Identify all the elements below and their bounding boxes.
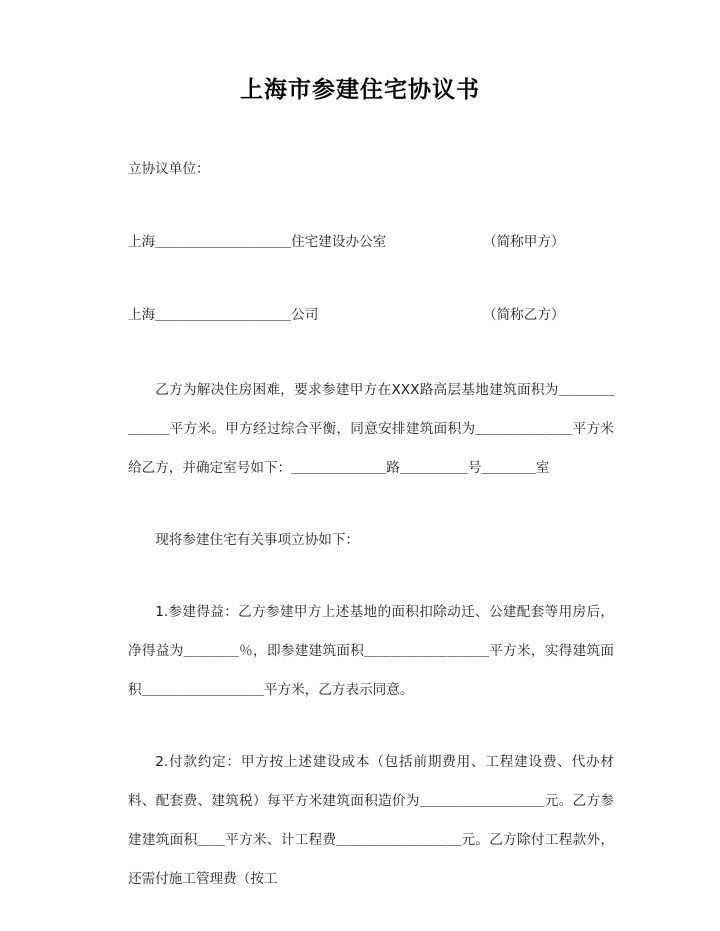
- party-blank-field[interactable]: ＿＿＿＿＿＿＿＿＿＿: [155, 234, 292, 250]
- party-suffix: 住宅建设办公室: [291, 234, 387, 250]
- parties-heading: 立协议单位：: [128, 161, 210, 177]
- document-body: [128, 150, 614, 899]
- clause-2-payment: 2.付款约定：甲方按上述建设成本（包括前期费用、工程建设费、代办材料、配套费、建筑税）每平方米建筑面积造价为＿＿＿＿＿＿＿＿＿元。乙方参建建筑面积＿＿平方米、计工程费＿＿＿＿＿＿＿＿＿元。乙方除付工程款外，还需付施工管理费（按工: [128, 754, 614, 887]
- spacer: [128, 262, 614, 296]
- spacer: [128, 189, 614, 223]
- party-alias-second: （简称乙方）: [483, 307, 565, 323]
- party-line-first: [128, 223, 614, 262]
- agreement-lead-in: 现将参建住宅有关事项立协如下：: [155, 532, 360, 548]
- spacer: [128, 710, 614, 743]
- page-title: 上海市参建住宅协议书: [240, 77, 480, 103]
- party-prefix: 上海: [128, 234, 156, 250]
- party-prefix: 上海: [128, 307, 156, 323]
- party-suffix: 公司: [291, 307, 319, 323]
- spacer: [128, 335, 614, 371]
- spacer: [128, 560, 614, 593]
- party-alias-first: （简称甲方）: [483, 234, 565, 250]
- party-line-second: [128, 296, 614, 335]
- spacer: [128, 488, 614, 521]
- clause-1-profit: 1.参建得益：乙方参建甲方上述基地的面积扣除动迁、公建配套等用房后，净得益为＿＿＿＿％，即参建建筑面积＿＿＿＿＿＿＿＿＿平方米，实得建筑面积＿＿＿＿＿＿＿＿＿平方米，乙方表示同意。: [128, 604, 614, 698]
- party-blank-field[interactable]: ＿＿＿＿＿＿＿＿＿＿: [155, 307, 292, 323]
- intro-paragraph: 乙方为解决住房困难，要求参建甲方在XXX路高层基地建筑面积为＿＿＿＿＿＿＿平方米。甲方经过综合平衡，同意安排建筑面积为＿＿＿＿＿＿＿平方米给乙方，并确定室号如下：＿＿＿＿＿＿＿路＿＿＿＿＿号＿＿＿＿室: [128, 382, 614, 476]
